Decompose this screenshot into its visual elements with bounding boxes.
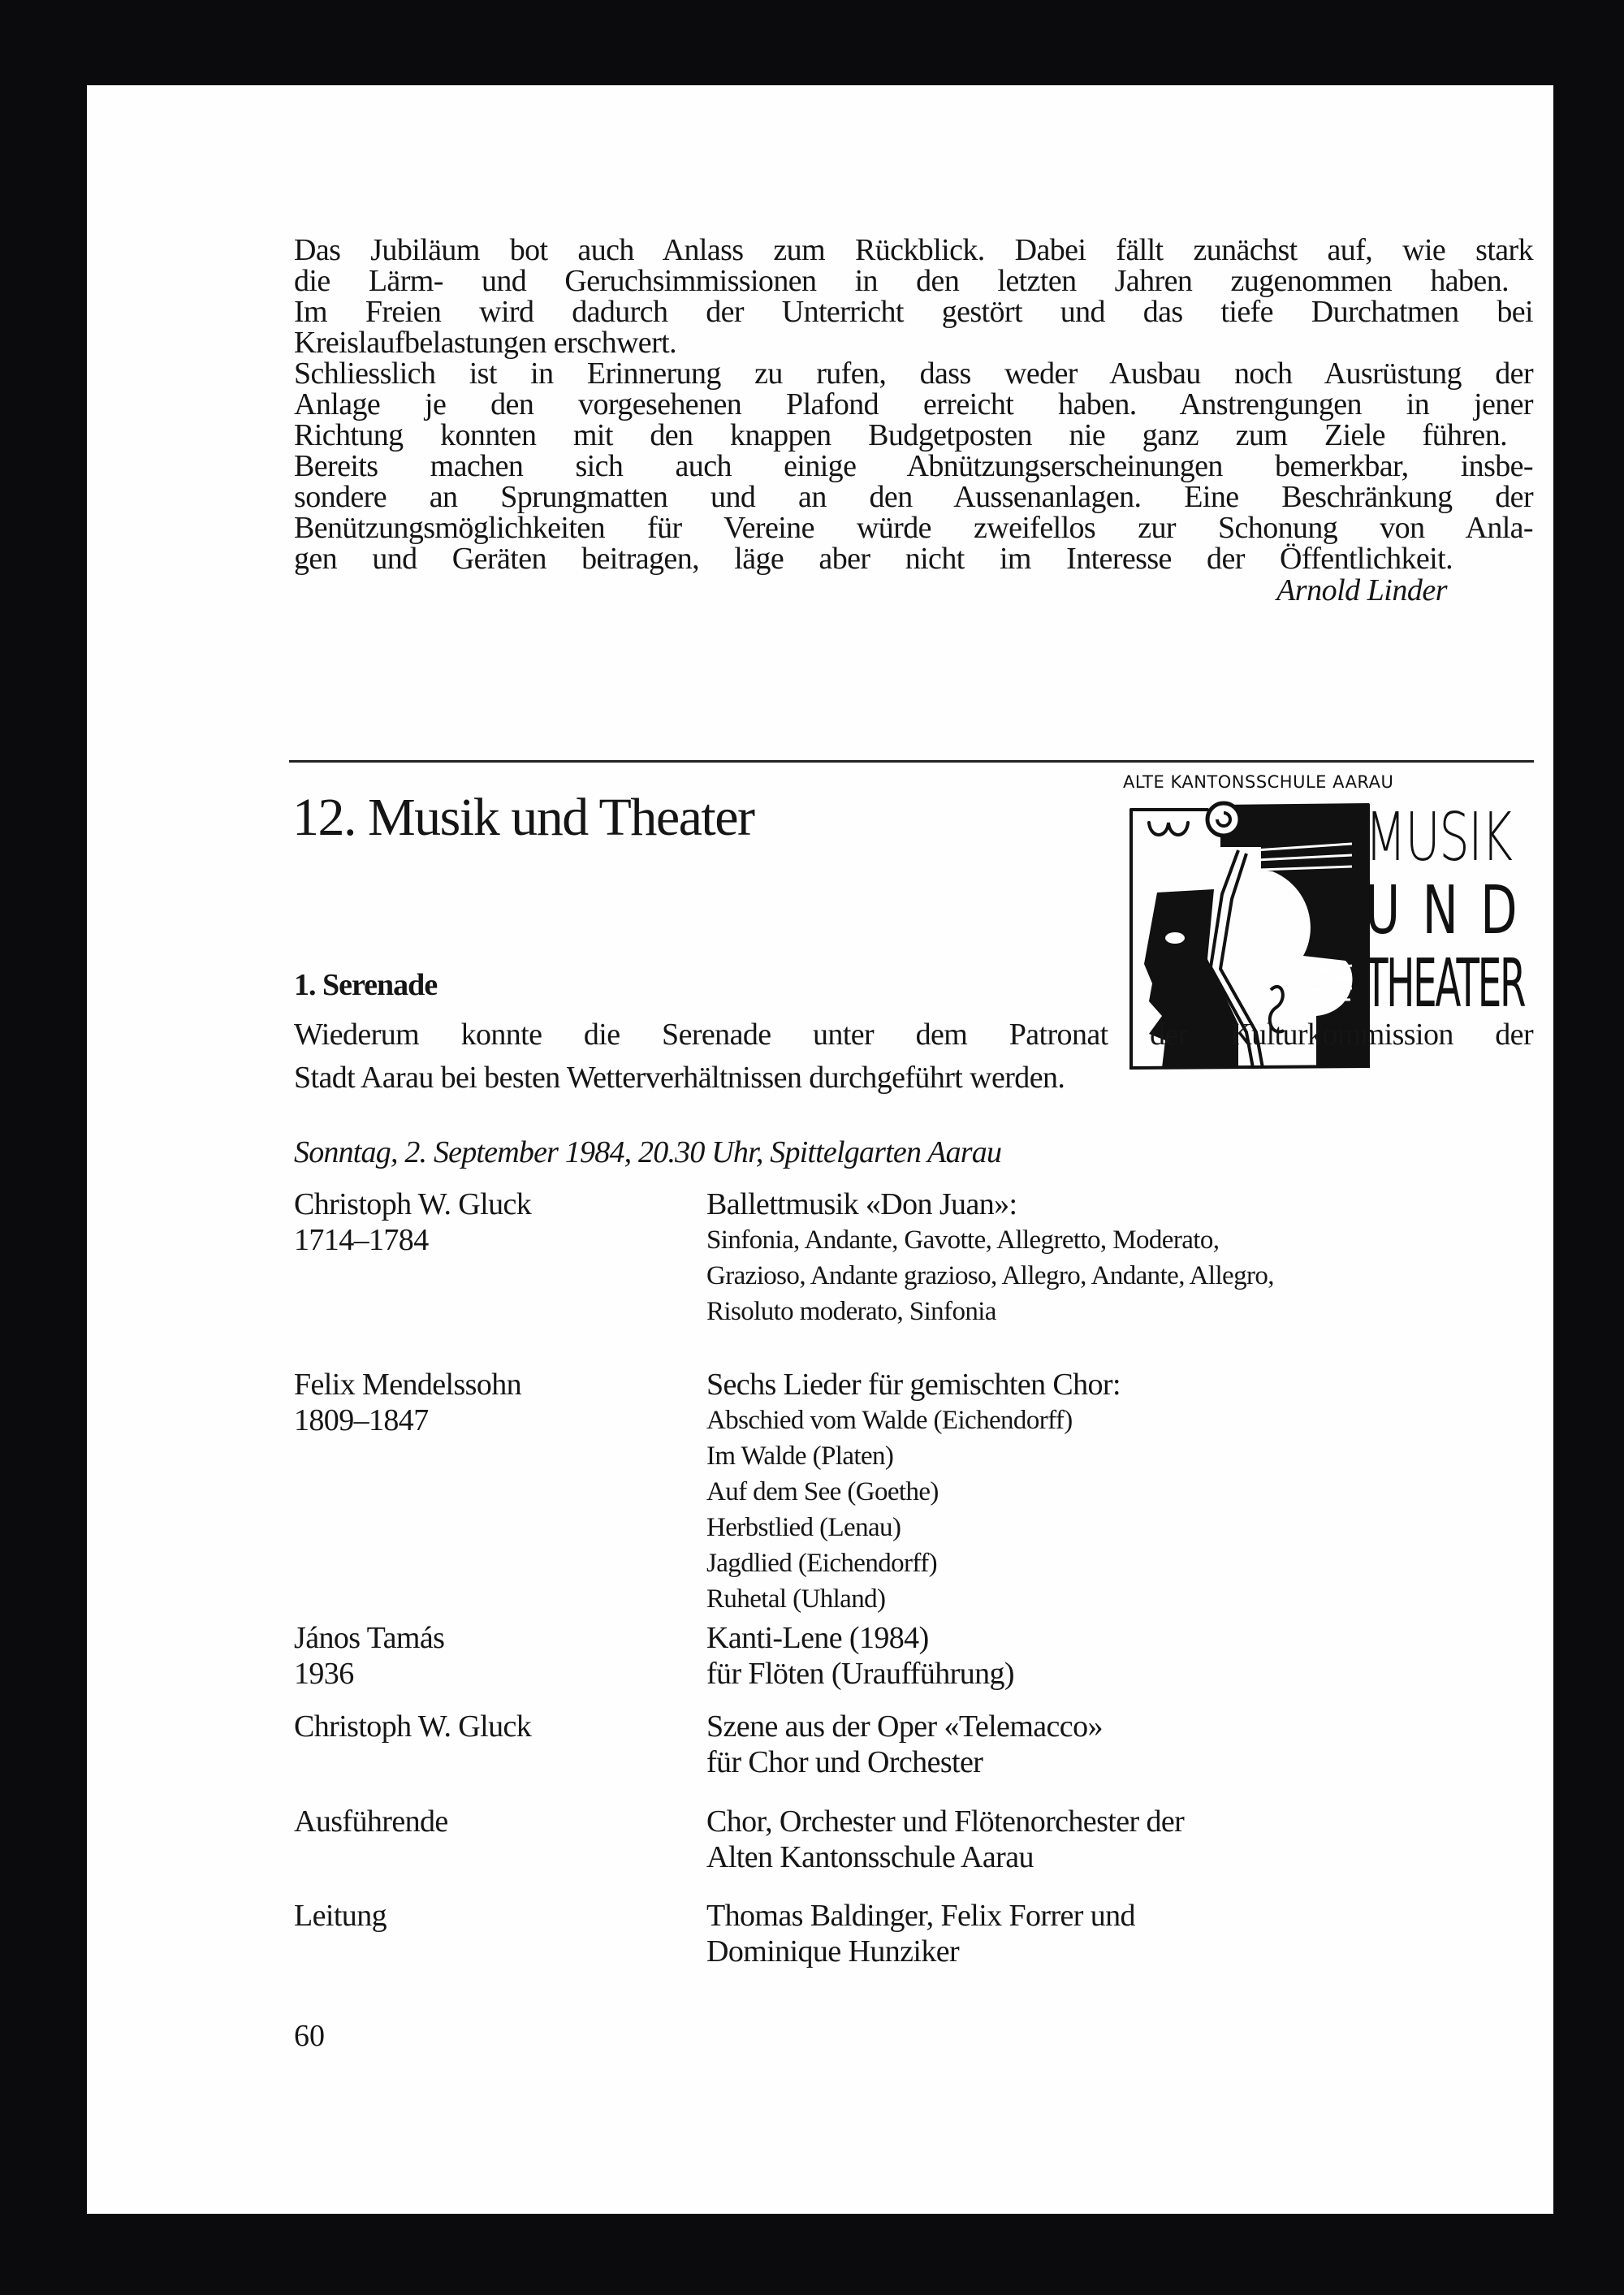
credit-value	[706, 1898, 1135, 1969]
credit-label: Leitung	[294, 1899, 387, 1933]
work-title: Ballettmusik «Don Juan»:	[706, 1187, 1017, 1221]
intro-line: Anlage je den vorgesehenen Plafond erreicht haben. Anstrengungen in jener	[294, 387, 1533, 421]
composer-name: János Tamás	[294, 1621, 445, 1655]
logo-word-musik: MUSIK	[1365, 799, 1512, 876]
intro-line: Schliesslich ist in Erinnerung zu rufen, dass weder Ausbau noch Ausrüstung der	[294, 357, 1533, 391]
work-detail: Auf dem See (Goethe)	[706, 1477, 939, 1506]
composer-dates: 1936	[294, 1657, 354, 1691]
composer-dates: 1714–1784	[294, 1223, 429, 1257]
section-paragraph-line: Stadt Aarau bei besten Wetterverhältnissen durchgeführt werden.	[294, 1061, 1065, 1095]
work-detail: Sinfonia, Andante, Gavotte, Allegretto, Moderato,	[706, 1225, 1220, 1255]
logo-word-und: UND	[1365, 872, 1540, 949]
work-title: Szene aus der Oper «Telemacco»	[706, 1709, 1103, 1744]
page-number: 60	[294, 2019, 325, 2053]
credit-line: Chor, Orchester und Flötenorchester der	[706, 1804, 1185, 1839]
document-page	[87, 85, 1553, 2214]
work-title: Kanti-Lene (1984)	[706, 1621, 929, 1655]
intro-line: Benützungsmöglichkeiten für Vereine würde zweifellos zur Schonung von Anla-	[294, 511, 1533, 545]
chapter-title: 12. Musik und Theater	[292, 788, 754, 847]
intro-line: gen und Geräten beitragen, läge aber nicht im Interesse der Öffentlichkeit.	[294, 542, 1453, 576]
intro-line: Im Freien wird dadurch der Unterricht gestört und das tiefe Durchatmen bei	[294, 295, 1533, 329]
composer-name: Felix Mendelssohn	[294, 1368, 522, 1402]
work-subtitle: für Chor und Orchester	[706, 1745, 983, 1779]
logo-word-theater: THEATER	[1365, 945, 1525, 1022]
work-block	[706, 1186, 1274, 1329]
section-paragraph-line: Wiederum konnte die Serenade unter dem Patronat der Kulturkommission der	[294, 1018, 1533, 1052]
intro-line: Kreislaufbelastungen erschwert.	[294, 326, 676, 360]
intro-line: sondere an Sprungmatten und an den Aussenanlagen. Eine Beschränkung der	[294, 480, 1533, 514]
work-detail: Herbstlied (Lenau)	[706, 1513, 901, 1542]
composer-name: Christoph W. Gluck	[294, 1709, 532, 1744]
credit-line: Thomas Baldinger, Felix Forrer und	[706, 1899, 1135, 1933]
work-block	[706, 1620, 1014, 1692]
work-title: Sechs Lieder für gemischten Chor:	[706, 1368, 1121, 1402]
composer-dates: 1809–1847	[294, 1403, 429, 1437]
credit-line: Dominique Hunziker	[706, 1934, 960, 1969]
work-detail: Jagdlied (Eichendorff)	[706, 1549, 937, 1578]
work-block	[706, 1367, 1121, 1617]
work-detail: Risoluto moderato, Sinfonia	[706, 1297, 996, 1326]
section-divider	[289, 760, 1534, 763]
logo-caption: ALTE KANTONSSCHULE AARAU	[1123, 772, 1394, 792]
credit-label: Ausführende	[294, 1804, 448, 1839]
work-subtitle: für Flöten (Uraufführung)	[706, 1657, 1014, 1691]
work-block	[706, 1709, 1103, 1780]
intro-line: Bereits machen sich auch einige Abnützungserscheinungen bemerkbar, insbe-	[294, 449, 1533, 483]
credit-value	[706, 1804, 1184, 1875]
intro-line: die Lärm- und Geruchsimmissionen in den letzten Jahren zugenommen haben.	[294, 264, 1509, 298]
work-detail: Grazioso, Andante grazioso, Allegro, Andante, Allegro,	[706, 1261, 1274, 1290]
intro-line: Das Jubiläum bot auch Anlass zum Rückblick. Dabei fällt zunächst auf, wie stark	[294, 233, 1533, 267]
work-detail: Abschied vom Walde (Eichendorff)	[706, 1406, 1073, 1435]
author-signature: Arnold Linder	[1276, 573, 1447, 607]
credit-line: Alten Kantonsschule Aarau	[706, 1840, 1034, 1874]
section-title: 1. Serenade	[294, 968, 438, 1002]
composer-name: Christoph W. Gluck	[294, 1187, 532, 1221]
intro-line: Richtung konnten mit den knappen Budgetposten nie ganz zum Ziele führen.	[294, 418, 1507, 452]
work-detail: Im Walde (Platen)	[706, 1441, 894, 1471]
event-date-location: Sonntag, 2. September 1984, 20.30 Uhr, Spittelgarten Aarau	[294, 1135, 1002, 1169]
work-detail: Ruhetal (Uhland)	[706, 1584, 886, 1614]
